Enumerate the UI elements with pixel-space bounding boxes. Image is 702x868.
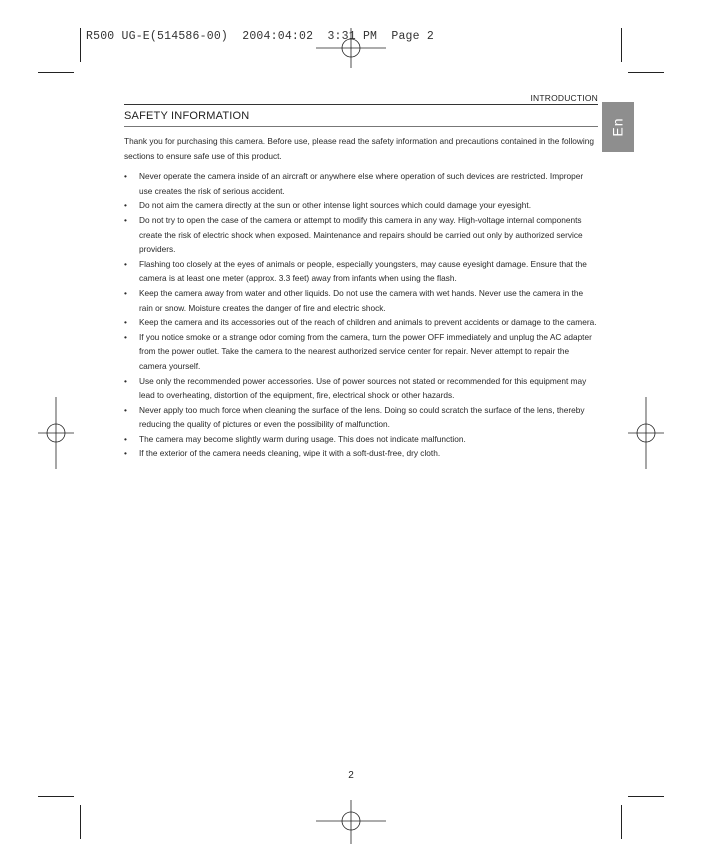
bullet-icon: • (124, 404, 127, 415)
language-tab-label: En (610, 117, 626, 137)
safety-list (124, 169, 598, 461)
intro-paragraph: Thank you for purchasing this camera. Before use, please read the safety information and precautions contained in the following sections to ensure safe use of this product. (124, 136, 594, 161)
page-title: SAFETY INFORMATION (124, 110, 250, 122)
list-item-text: The camera may become slightly warm during usage. This does not indicate malfunction. (139, 433, 466, 444)
crop-mark-top-right-vertical (621, 28, 622, 62)
bullet-icon: • (124, 331, 127, 342)
crop-mark-bottom-right-vertical (621, 805, 622, 839)
list-item (124, 198, 598, 213)
list-item-text: Use only the recommended power accessories. Use of power sources not stated or recommended for this equipment may lead to overheating, distortion of the equipment, fire, electrical shock or other hazards. (139, 375, 587, 401)
list-item (124, 169, 598, 198)
list-item (124, 330, 598, 374)
bullet-icon: • (124, 258, 127, 269)
crop-mark-bottom-left-vertical (80, 805, 81, 839)
bullet-icon: • (124, 171, 127, 182)
crop-mark-top-left-vertical (80, 28, 81, 62)
bullet-icon: • (124, 375, 127, 386)
safety-content (124, 134, 598, 461)
list-item-text: Keep the camera and its accessories out of the reach of children and animals to prevent accidents or damage to the camera. (139, 317, 597, 328)
list-item-text: If you notice smoke or a strange odor coming from the camera, turn the power OFF immediately and unplug the AC adapter from the power outlet. Take the camera to the nearest authorized service center for repair. Never attempt to repair the camera yourself. (139, 331, 592, 371)
crop-mark-top-right-horizontal (628, 72, 664, 73)
registration-mark-left-icon (38, 397, 74, 469)
list-item (124, 315, 598, 330)
print-header: R500 UG-E(514586-00) 2004:04:02 3:31 PM Page 2 (86, 30, 434, 43)
bullet-icon: • (124, 214, 127, 225)
registration-mark-top-icon (316, 28, 386, 68)
title-rule (124, 126, 598, 127)
list-item-text: If the exterior of the camera needs cleaning, wipe it with a soft-dust-free, dry cloth. (139, 448, 441, 459)
bullet-icon: • (124, 433, 127, 444)
crop-mark-top-left-horizontal (38, 72, 74, 73)
list-item (124, 403, 598, 432)
list-item-text: Never apply too much force when cleaning the surface of the lens. Doing so could scratch the surface of the lens, thereby reducing the quality of pictures or even the possibility of malfunction. (139, 404, 585, 430)
crop-mark-bottom-right-horizontal (628, 796, 664, 797)
list-item (124, 257, 598, 286)
list-item (124, 213, 598, 257)
bullet-icon: • (124, 448, 127, 459)
registration-mark-bottom-icon (316, 800, 386, 844)
section-label: INTRODUCTION (530, 93, 598, 103)
bullet-icon: • (124, 200, 127, 211)
registration-mark-right-icon (628, 397, 664, 469)
crop-mark-bottom-left-horizontal (38, 796, 74, 797)
bullet-icon: • (124, 287, 127, 298)
bullet-icon: • (124, 317, 127, 328)
list-item-text: Do not aim the camera directly at the sun or other intense light sources which could damage your eyesight. (139, 200, 532, 211)
list-item-text: Flashing too closely at the eyes of animals or people, especially youngsters, may cause eyesight damage. Ensure that the camera is at least one meter (approx. 3.3 feet) away from infants when using the flash. (139, 258, 587, 284)
list-item-text: Never operate the camera inside of an aircraft or anywhere else where operation of such devices are restricted. Improper use creates the risk of serious accident. (139, 171, 584, 196)
language-tab (602, 102, 634, 152)
list-item-text: Keep the camera away from water and other liquids. Do not use the camera with wet hands. Never use the camera in the rain or snow. Moisture creates the danger of fire and electric shock. (139, 287, 584, 313)
header-rule (124, 104, 598, 105)
page-number: 2 (348, 770, 354, 781)
list-item-text: Do not try to open the case of the camera or attempt to modify this camera in any way. High-voltage internal components create the risk of electric shock when exposed. Maintenance and repairs should be carried out only by authorized service providers. (139, 214, 583, 255)
list-item (124, 374, 598, 403)
list-item (124, 432, 598, 447)
list-item (124, 286, 598, 315)
list-item (124, 446, 598, 461)
